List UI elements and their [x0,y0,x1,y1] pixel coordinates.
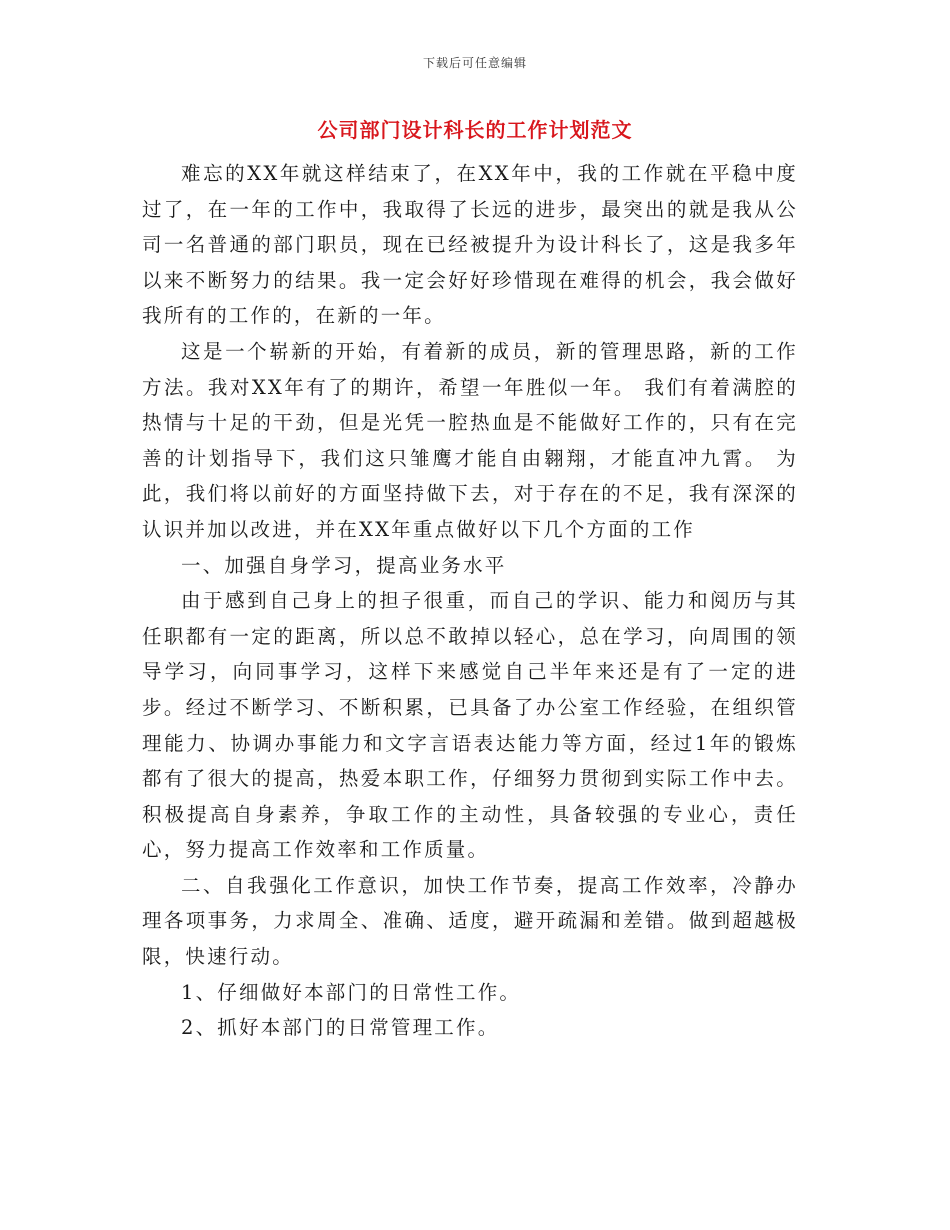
section-heading-1: 一、加强自身学习，提高业务水平 [181,553,507,577]
paragraph-intro: 难忘的XX年就这样结束了，在XX年中，我的工作就在平稳中度过了，在一年的工作中，我取得了长远的进步，最突出的就是我从公司一名普通的部门职员，现在已经被提升为设计科长了，这是我多年以来不断努力的结果。我一定会好好珍惜现在难得的机会，我会做好我所有的工作的，在新的一年。 [142,162,798,328]
paragraph-learning: 由于感到自己身上的担子很重，而自己的学识、能力和阅历与其任职都有一定的距离，所以总不敢掉以轻心，总在学习，向周围的领导学习，向同事学习，这样下来感觉自己半年来还是有了一定的进步。经过不断学习、不断积累，已具备了办公室工作经验，在组织管理能力、协调办事能力和文字言语表达能力等方面，经过1年的锻炼都有了很大的提高，热爱本职工作，仔细努力贯彻到实际工作中去。积极提高自身素养，争取工作的主动性，具备较强的专业心，责任心，努力提高工作效率和工作质量。 [142,589,798,862]
document-title: 公司部门设计科长的工作计划范文 [317,118,633,142]
header-note: 下载后可任意编辑 [422,56,527,70]
section-heading-2: 二、自我强化工作意识，加快工作节奏，提高工作效率，冷静办理各项事务，力求周全、准确、适度，避开疏漏和差错。做到超越极限，快速行动。 [142,873,798,969]
document-body [142,156,798,1046]
list-item-2: 2、抓好本部门的日常管理工作。 [181,1016,500,1040]
list-item-1: 1、仔细做好本部门的日常性工作。 [181,980,522,1004]
paragraph-new-start: 这是一个崭新的开始，有着新的成员，新的管理思路，新的工作方法。我对XX年有了的期许，希望一年胜似一年。 我们有着满腔的热情与十足的干劲，但是光凭一腔热血是不能做好工作的，只有在完善的计划指导下，我们这只雏鹰才能自由翱翔，才能直冲九霄。 为此，我们将以前好的方面坚持做下去，对于存在的不足，我有深深的认识并加以改进，并在XX年重点做好以下几个方面的工作 [142,339,798,541]
